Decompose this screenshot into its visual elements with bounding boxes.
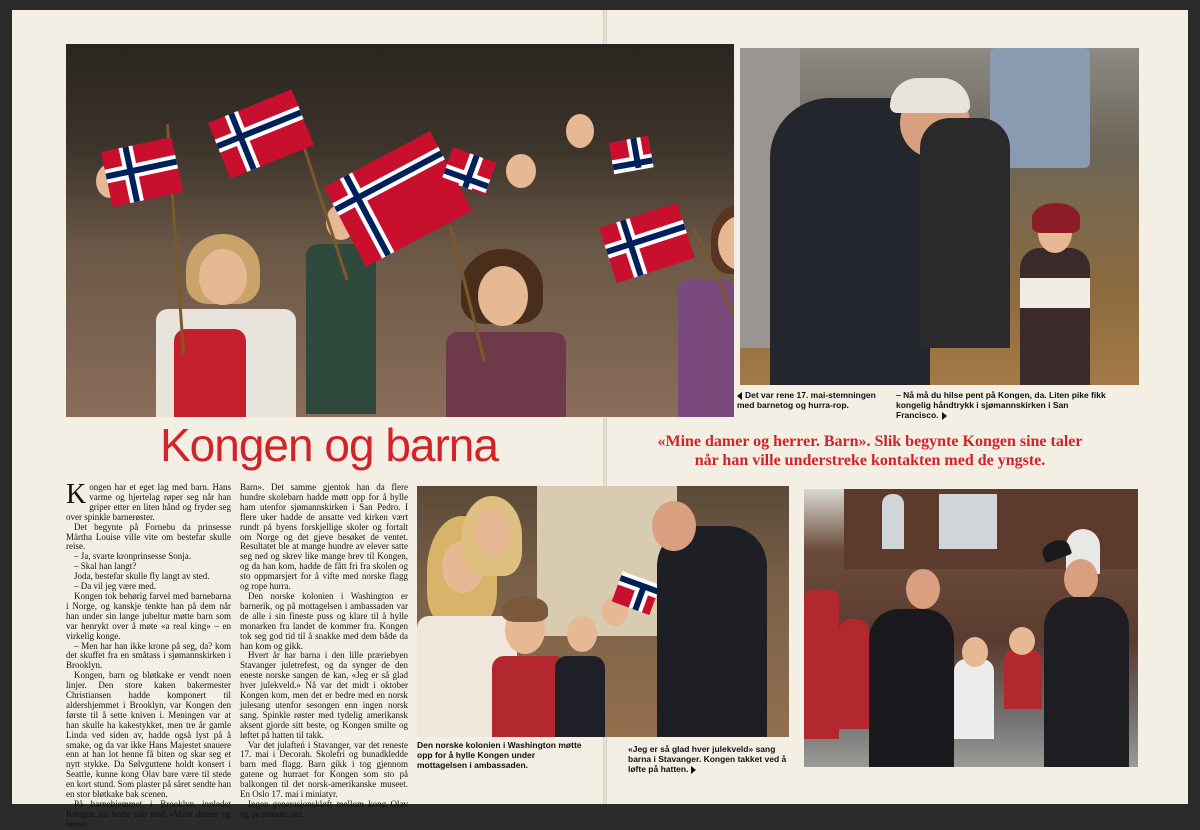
paragraph: Joda, bestefar skulle fly langt av sted. (74, 571, 210, 582)
caption-bottom-right: «Jeg er så glad hver julekveld» sang barna i Stavanger. Kongen takket ved å løfte på hatten. (628, 744, 787, 774)
triangle-left-icon (737, 392, 742, 400)
paragraph: Hvert år har barna i den lille præriebyen Stavanger juletrefest, og da synger de den eneste norske sangen de kan, «Jeg er så glad hver julekveld.» Nå var det midt i oktober Kongen kom, men det er bedre med en norsk julesang utenfor sesongen enn ingen norsk sang. Spinkle røster med tydelig amerikansk aksent gjorde sitt beste, og Kongen smilte og løftet på hatten til takk. (240, 650, 408, 740)
article-column-1 (66, 479, 231, 830)
photo-stavanger-church (804, 489, 1138, 767)
paragraph: På barnehjemmet i Brooklyn innledet Kongen sin korte tale med «Mine damer og herrer, (66, 799, 231, 829)
paragraph: Kongen, barn og bløtkake er vendt noen linjer. Den store kaken bakermester Christiansen hadde komponert til aldershjemmet i Brooklyn, var Kongen den første til å sette kniven i. Meningen var at han skulle ha kakestykket, men tre år gamle Linda ved siden av, hadde også lyst på å smake, og da var ikke Hans Majestet snauere enn at han lot henne få biten og skar seg et nytt stykke. Da Sølvguttene holdt konsert i Seattle, kunne kong Olav bare være til stede en kort stund. Som plaster på såret sendte han en stor bløtkake bak scenen. (66, 670, 231, 800)
triangle-right-icon (942, 412, 947, 420)
paragraph: Kongen tok behørig farvel med barnebarna i Norge, og kanskje tenkte han på dem når han under sin lange jubeltur møtte barn som var henrykt over å møte «a real king» – en virkelig konge. (66, 590, 231, 641)
triangle-right-icon (691, 766, 696, 774)
article-subtitle: «Mine damer og herrer. Barn». Slik begynte Kongen sine taler når han ville understreke kontakten med de yngste. (657, 433, 1083, 469)
article-title: Kongen og barna (160, 419, 498, 471)
paragraph: – Men har han ikke krone på seg, da? kom det skuffet fra en småtass i sjømannskirken i Brooklyn. (66, 640, 231, 671)
paragraph: – Da vil jeg være med. (74, 581, 156, 592)
norway-flag (208, 89, 314, 178)
paragraph: Var det julafteń i Stavanger, var det reneste 17. mai i Decorah. Skolefri og bunadkledde barn med flagg. Barn gikk i tog gjennom gatene og hurraet for Kongen som sto på balkongen til det norsk-amerikanske museet. En Oslo 17. mai i miniatyr. (240, 739, 408, 800)
paragraph: ongen har et eget lag med barn. Hans varme og hjertelag røper seg når han griper etter en liten hånd og fryder seg over spinkle barnerøster. (66, 482, 231, 522)
caption-top-right: – Nå må du hilse pent på Kongen, da. Liten pike fikk kongelig håndtrykk i sjømannskirken i San Francisco. (896, 390, 1106, 420)
caption-bottom-left: Den norske kolonien i Washington møtte opp for å hylle Kongen under mottagelsen i ambassaden. (417, 740, 582, 770)
caption-top-left: Det var rene 17. mai-stemningen med barnetog og hurra-rop. (737, 390, 876, 410)
paragraph: Den norske kolonien i Washington er barnerik, og på mottagelsen i ambassaden var de alle i sin fineste puss og klare til å hylle monarken fra landet de kommer fra. Kongen tok seg god tid til å snakke med dem både da han kom og gikk. (240, 590, 408, 651)
photo-children-with-flags (66, 44, 734, 417)
photo-washington-embassy (417, 486, 789, 737)
norway-flag (609, 136, 654, 172)
photo-king-greets-girl (740, 48, 1139, 385)
paragraph: – Skal han langt? (74, 561, 137, 572)
paragraph: Ingen generasjonskløft mellom kong Olav og de minste, nei. (240, 799, 408, 819)
paragraph: Barn». Det samme gjentok han da flere hundre skolebarn hadde møtt opp for å hylle ham utenfor sjømannskirken i San Pedro. I flere uker hadde de ansatte ved kirken vært rundt på byens forskjellige skoler og fortalt om Norge og det gjeve besøket de ventet. Resultatet ble at mange hundre av elever satte seg ned og skrev like mange brev til Kongen, og da han kom, hadde de fått fri fra skolen og sto oppmarsjert for å vifte med norske flagg og rope hurra. (240, 482, 408, 592)
article-column-2 (240, 483, 408, 820)
paragraph: Det begynte på Fornebu da prinsesse Märtha Louise ville vite om bestefar skulle reise. (66, 521, 231, 552)
norway-flag (599, 203, 695, 284)
paragraph: – Ja, svarte kronprinsesse Sonja. (74, 551, 191, 562)
drop-cap: K (66, 479, 87, 510)
